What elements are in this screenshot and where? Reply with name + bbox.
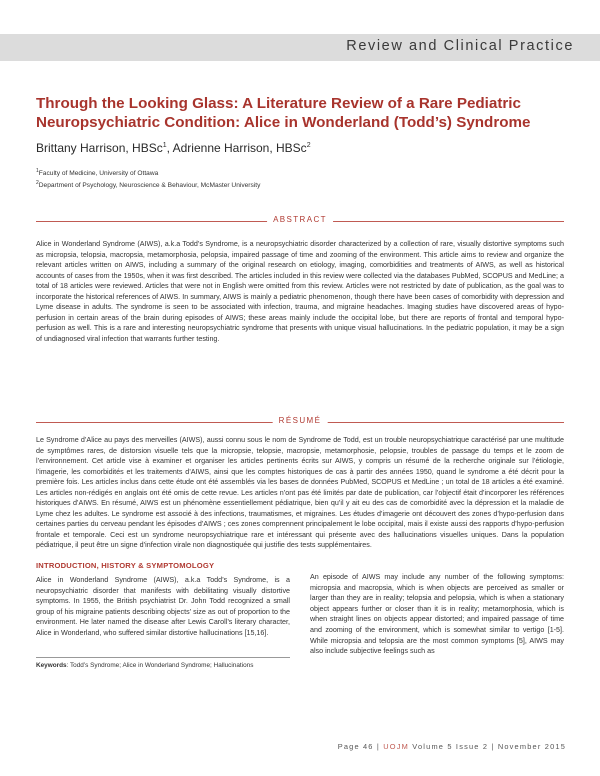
authors xyxy=(36,141,311,155)
author-1-sup: 1 xyxy=(162,142,167,149)
keywords-text: : Todd’s Syndrome; Alice in Wonderland Syndrome; Hallucinations xyxy=(66,662,254,669)
resume-heading xyxy=(36,417,564,427)
keywords xyxy=(36,662,290,669)
affiliation-2-text: Department of Psychology, Neuroscience & Behaviour, McMaster University xyxy=(38,181,261,189)
affiliations xyxy=(36,167,260,191)
abstract-heading xyxy=(36,216,564,226)
footer-journal: UOJM xyxy=(383,742,410,751)
author-separator: , xyxy=(166,141,173,155)
section-category: Review and Clinical Practice xyxy=(346,38,574,54)
footer-page: Page 46 xyxy=(337,742,374,751)
body-column-right: An episode of AIWS may include any number of the following symptoms: micropsia and macropsia, which is when objects are perceived as smaller or larger than they are in reality; telopsia and pelopsia, which is when a stationary object appears further or closer than it is in reality; metamorphosia, which is when straight lines on objects appear distorted; and impaired passage of time and zooming of the environment, which is somewhat similar to vertigo [1-5]. While micropsia and telopsia are the most common symptoms [5], AIWS may also include subjective feelings such as xyxy=(310,573,564,656)
abstract-label: ABSTRACT xyxy=(267,215,333,224)
keywords-label: Keywords xyxy=(36,662,67,669)
abstract-text: Alice in Wonderland Syndrome (AIWS), a.k.a Todd’s Syndrome, is a neuropsychiatric disorder characterized by a collection of rare, visually distortive symptoms such as micropsia, telopsia, macropsia, metamorphosia, pelopsia, impaired passage of time and zooming of the environment. This article aims to review and organize the relevant articles written on AIWS, including a summary of the original research on etiology, imaging, comorbidities and treatments of AIWS, as well as historical accounts of cases from the 1950s, when it was first described. The articles included in this review were collected via the databases PubMed, SCOPUS and MedLine; a total of 18 articles were reviewed. Articles that were not in English were omitted from this review. Articles were not restricted by date of publication, as the goal was to incorporate the historical references of AIWS. In summary, AIWS is mainly a pediatric phenomenon, though there have been cases of comorbidity with depression and Lyme disease in adults. The syndrome is seen to be associated with infection, trauma, and migraine headaches. Imaging studies have discovered areas of hypo-perfusion in certain areas of the brain during episodes of AIWS; these areas mainly include the occipital lobe, but there are reports of frontal and temporal hypo-perfusion as well. This is a rare and interesting neuropsychiatric syndrome that presents with unique visual hallucinations. In the pediatric population, it may be a sign of undiagnosed viral infection that warrants further testing. xyxy=(36,240,564,343)
resume-label: RÉSUMÉ xyxy=(273,416,328,425)
affiliation-2-sup: 2 xyxy=(36,179,39,186)
article-title: Through the Looking Glass: A Literature Review of a Rare Pediatric Neuropsychiatric Condition: Alice in Wonderland (Todd’s) Syndrome xyxy=(36,95,531,131)
affiliation-1 xyxy=(36,167,260,179)
author-2-sup: 2 xyxy=(306,142,311,149)
footer-date: November 2015 xyxy=(497,742,566,751)
footer-sep-2: | xyxy=(488,742,498,751)
resume-text: Le Syndrome d’Alice au pays des merveilles (AIWS), aussi connu sous le nom de Syndrome de Todd, est un trouble neuropsychiatrique caractérisé par une multitude de symptômes rares, de distorsion visuelle tels que la micropsie, telopsie, macropsie, metamorphosie, pelopsie, troubles de passage du temps et le zoom de l’environnement. Cet article vise à examiner et organiser les articles pertinents écrits sur AIWS, y compris un résumé de la recherche originale sur l’étiologie, l’imagerie, les comorbidités et les traitements d’AIWS, ainsi que les comptes historiques de cas à partir des années 1950, quand le syndrome a été décrit pour la première fois. Les articles inclus dans cette étude ont été assemblés via les bases de données PubMed, SCOPUS et MedLine ; un total de 18 articles a été examiné. Les articles non-rédigés en anglais ont été omis de cette revue. Les articles n’ont pas été limités par date de publication, car l’objectif était d’incorporer les références historiques d’AIWS. En résumé, AIWS est un phénomène essentiellement pédiatrique, bien qu’il y ait eu des cas de comorbidité avec la dépression et la maladie de Lyme chez les adultes. Le syndrome est associé à des infections, traumatismes, et migraines. Les études d’imagerie ont découvert des zones d’hypo-perfusion dans certaines parties du cerveau pendant les épisodes d’AIWS ; ces zones comprennent principalement le lobe occipital, mais il existe aussi des rapports d’hypo-perfusion frontale et temporale. Ceci est un syndrome neuropsychiatrique rare et intéressant qui présente avec des hallucinations visuelles uniques. Dans la population pédiatrique, il peut être un signe d’infection virale non diagnostiquée qui justifie des tests supplémentaires. xyxy=(36,436,564,549)
affiliation-2 xyxy=(36,179,260,191)
intro-section-title: INTRODUCTION, HISTORY & SYMPTOMOLOGY xyxy=(36,561,215,570)
affiliation-1-sup: 1 xyxy=(36,168,39,174)
keywords-rule xyxy=(36,657,290,658)
author-2: Adrienne Harrison, HBSc xyxy=(172,141,307,155)
header-band xyxy=(0,34,600,61)
author-1: Brittany Harrison, HBSc xyxy=(36,141,163,155)
footer-volume: Volume 5 Issue 2 xyxy=(409,742,489,751)
body-column-left: Alice in Wonderland Syndrome (AIWS), a.k.a Todd’s Syndrome, is a neuropsychiatric disorder that manifests with debilitating visually distortive symptoms. In 1955, the British psychiatrist Dr. John Todd recognized a small group of his migraine patients describing objects’ size as out of proportion to the environment. He later named the disease after Lewis Caroll’s literary character, Alice in Wonderland, who suffered similar distortive hallucinations [15,16]. xyxy=(36,576,290,637)
footer-sep-1: | xyxy=(373,742,384,751)
affiliation-1-text: Faculty of Medicine, University of Ottawa xyxy=(38,170,159,178)
